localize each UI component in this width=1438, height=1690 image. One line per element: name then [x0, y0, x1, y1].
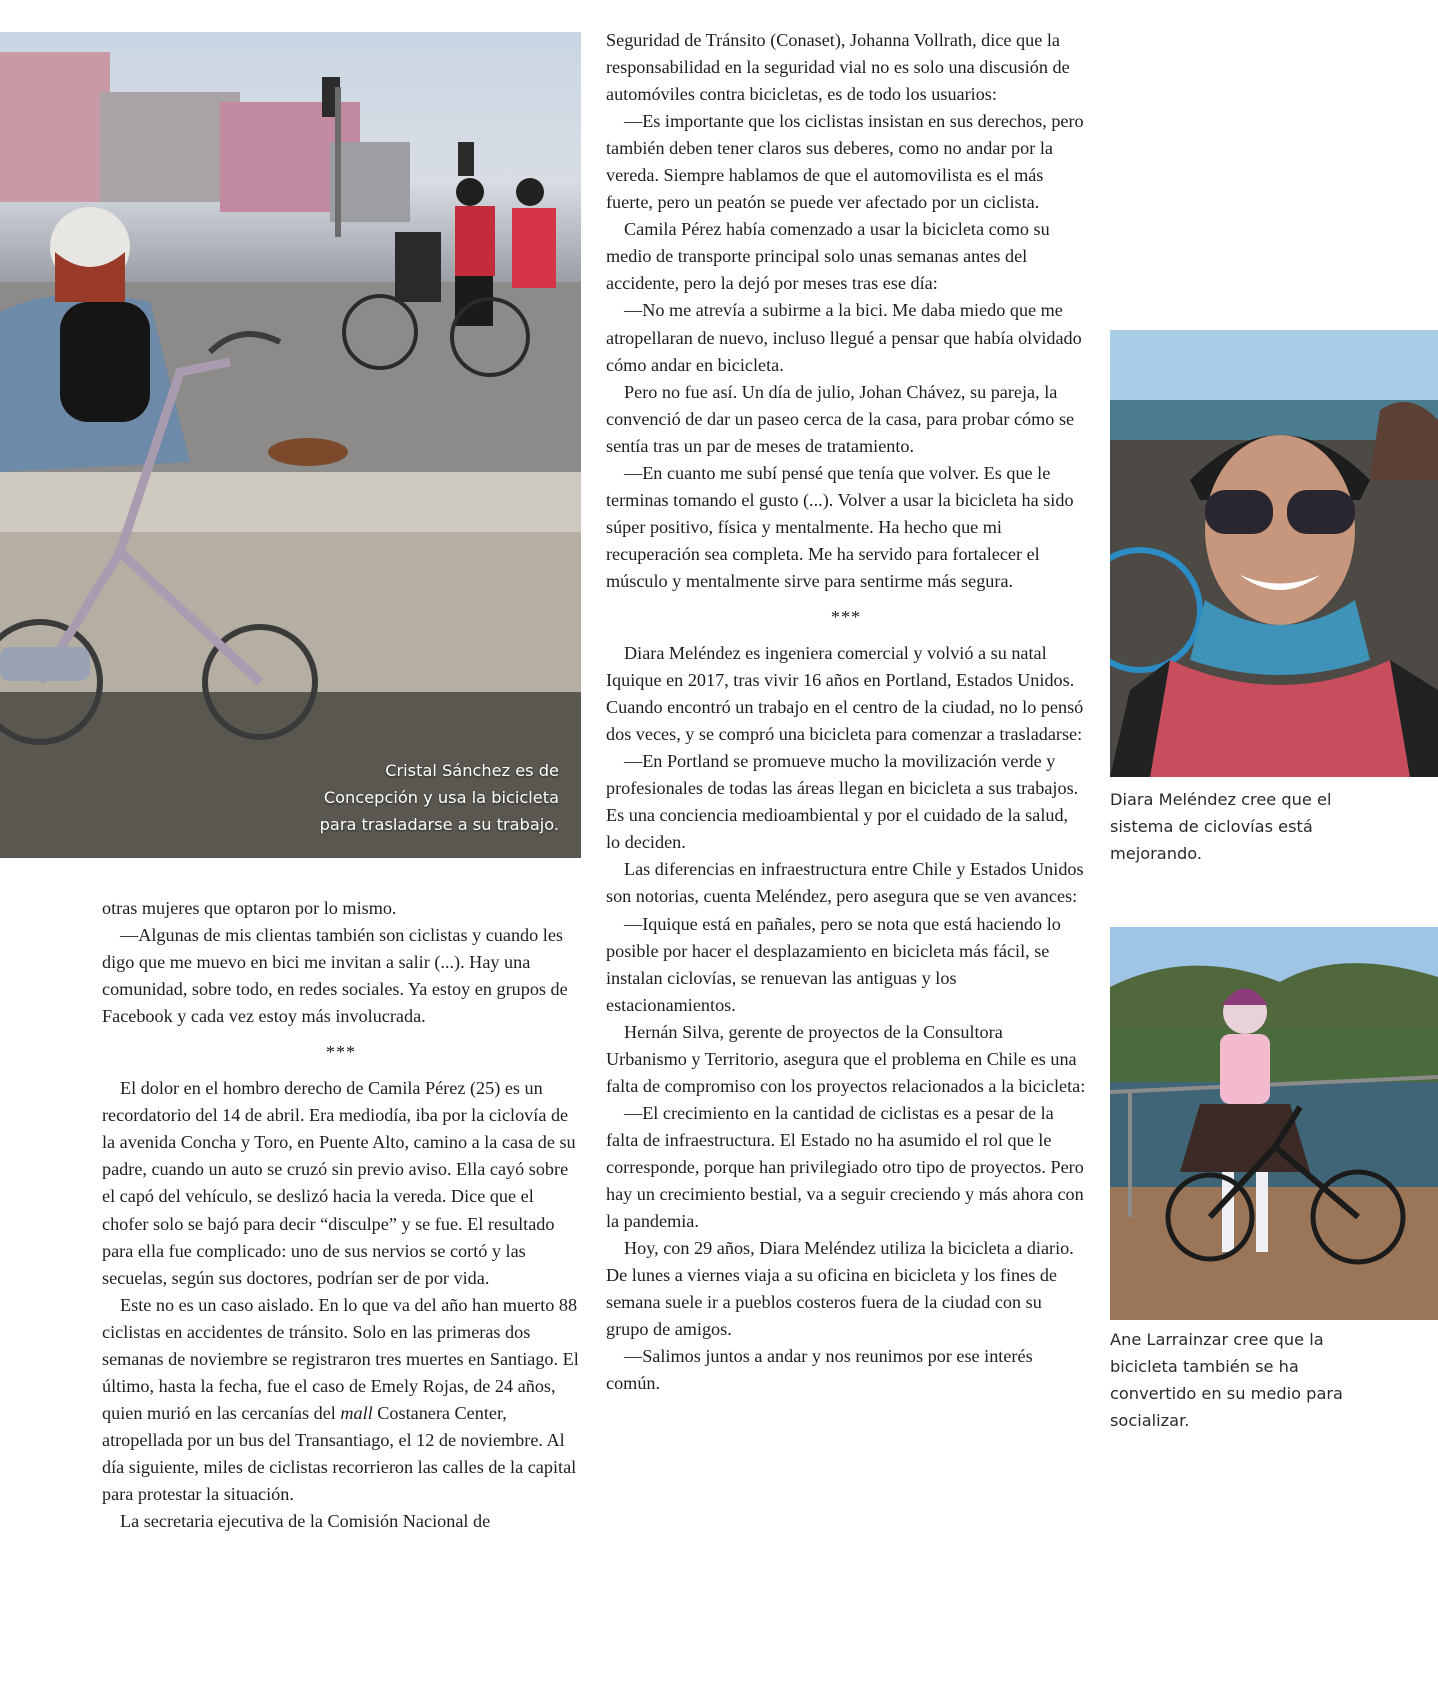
photo-diara-melendez: [1110, 330, 1438, 777]
paragraph-emphasis: mall: [340, 1402, 373, 1423]
paragraph-quote: —Algunas de mis clientas también son ciclistas y cuando les digo que me muevo en bici me invitan a salir (...). Hay una comunidad, sobre todo, en redes sociales. Ya estoy en grupos de Facebook y cada vez estoy más involucrada.: [102, 925, 568, 1027]
photo-3-caption: Ane Larrainzar cree que la bicicleta también se ha convertido en su medio para socializar.: [1110, 1330, 1343, 1430]
paragraph-text: Costanera Center, atropellada por un bus del Transantiago, el 12 de noviembre. Al día siguiente, miles de ciclistas recorrieron las calles de la capital para protestar la situación.: [102, 1402, 577, 1504]
paragraph-quote: —Salimos juntos a andar y nos reunimos por ese interés común.: [606, 1346, 1033, 1394]
paragraph: Diara Meléndez es ingeniera comercial y volvió a su natal Iquique en 2017, tras vivir 16 años en Portland, Estados Unidos. Cuando encontró un trabajo en el centro de la ciudad, no lo pensó dos veces, y se compró una bicicleta para comenzar a trasladarse:: [606, 643, 1084, 745]
paragraph-text: Este no es un caso aislado. En lo que va del año han muerto 88 ciclistas en accidentes de tránsito. Solo en las primeras dos semanas de noviembre se registraron tres muertes en Santiago. El último, hasta la fecha, fue el caso de Emely Rojas, de 24 años, quien murió en las cercanías del: [102, 1294, 579, 1423]
paragraph: El dolor en el hombro derecho de Camila Pérez (25) es un recordatorio del 14 de abril. Era mediodía, iba por la ciclovía de la avenida Concha y Toro, en Puente Alto, camino a la casa de su padre, cuando un auto se cruzó sin previo aviso. Ella cayó sobre el capó del vehículo, se deslizó hacia la vereda. Dice que el chofer solo se bajó para decir “disculpe” y se fue. El resultado para ella fue complicado: uno de sus nervios se cortó y las secuelas, según sus doctores, podrían ser de por vida.: [102, 1078, 576, 1288]
paragraph-quote: —En cuanto me subí pensé que tenía que volver. Es que le terminas tomando el gusto (...). Volver a usar la bicicleta ha sido súper positivo, física y mentalmente. Ha hecho que mi recuperación sea completa. Me ha servido para fortalecer el músculo y mentalmente sirve para sentirme más segura.: [606, 462, 1074, 591]
paragraph-quote: —El crecimiento en la cantidad de ciclistas es a pesar de la falta de infraestructura. El Estado no ha asumido el rol que le corresponde, porque han privilegiado otro tipo de proyectos. Pero hay un crecimiento bestial, va a seguir creciendo y más ahora con la pandemia.: [606, 1102, 1084, 1232]
paragraph: Pero no fue así. Un día de julio, Johan Chávez, su pareja, la convenció de dar un paseo cerca de la casa, para probar cómo se sentía tras un par de meses de tratamiento.: [606, 381, 1075, 456]
paragraph-quote: —Iquique está en pañales, pero se nota que está haciendo lo posible por hacer el desplazamiento en bicicleta más fácil, se instalan ciclovías, se renuevan las antiguas y los estacionamientos.: [606, 913, 1061, 1015]
diara-selfie-illustration: [1110, 330, 1438, 777]
section-separator: ***: [830, 606, 862, 627]
photo-2-caption: Diara Meléndez cree que el sistema de ciclovías está mejorando.: [1110, 790, 1332, 863]
article-column-left: [102, 895, 580, 1535]
photo-cyclists-street: [0, 32, 581, 858]
paragraph: [102, 1292, 580, 1508]
paragraph: Hernán Silva, gerente de proyectos de la Consultora Urbanismo y Territorio, asegura que el problema en Chile es una falta de compromiso con los proyectos relacionados a la bicicleta:: [606, 1021, 1086, 1096]
paragraph: La secretaria ejecutiva de la Comisión Nacional de: [120, 1511, 491, 1532]
photo-1-caption: Cristal Sánchez es de Concepción y usa la bicicleta para trasladarse a su trabajo.: [319, 761, 559, 834]
paragraph: Las diferencias en infraestructura entre Chile y Estados Unidos son notorias, cuenta Meléndez, pero asegura que se ven avances:: [606, 859, 1084, 907]
paragraph: otras mujeres que optaron por lo mismo.: [102, 898, 397, 918]
cyclists-street-illustration: [0, 32, 581, 858]
paragraph-quote: —En Portland se promueve mucho la movilización verde y profesionales de todas las áreas llegan en bicicleta a sus trabajos. Es una conciencia medioambiental y por el cuidado de la salud, lo deciden.: [606, 751, 1079, 853]
paragraph-quote: —Es importante que los ciclistas insistan en sus derechos, pero también deben tener claros sus deberes, como no andar por la vereda. Siempre hablamos de que el automovilista es el más fuerte, pero un peatón se puede ver afectado por un ciclista.: [606, 111, 1084, 213]
paragraph: Hoy, con 29 años, Diara Meléndez utiliza la bicicleta a diario. De lunes a viernes viaja a su oficina en bicicleta y los fines de semana suele ir a pueblos costeros fuera de la ciudad con su grupo de amigos.: [606, 1238, 1074, 1340]
photo-ane-larrainzar: [1110, 927, 1438, 1320]
section-separator: ***: [325, 1042, 357, 1063]
article-column-middle: [606, 27, 1086, 1397]
paragraph-quote: —No me atrevía a subirme a la bici. Me daba miedo que me atropellaran de nuevo, incluso llegué a pensar que había olvidado cómo andar en bicicleta.: [606, 300, 1082, 375]
paragraph: Seguridad de Tránsito (Conaset), Johanna Vollrath, dice que la responsabilidad en la seguridad vial no es solo una discusión de automóviles contra bicicletas, es de todo los usuarios:: [606, 30, 1070, 105]
ane-lake-illustration: [1110, 927, 1438, 1320]
paragraph: Camila Pérez había comenzado a usar la bicicleta como su medio de transporte principal solo unas semanas antes del accidente, pero la dejó por meses tras ese día:: [606, 219, 1050, 294]
